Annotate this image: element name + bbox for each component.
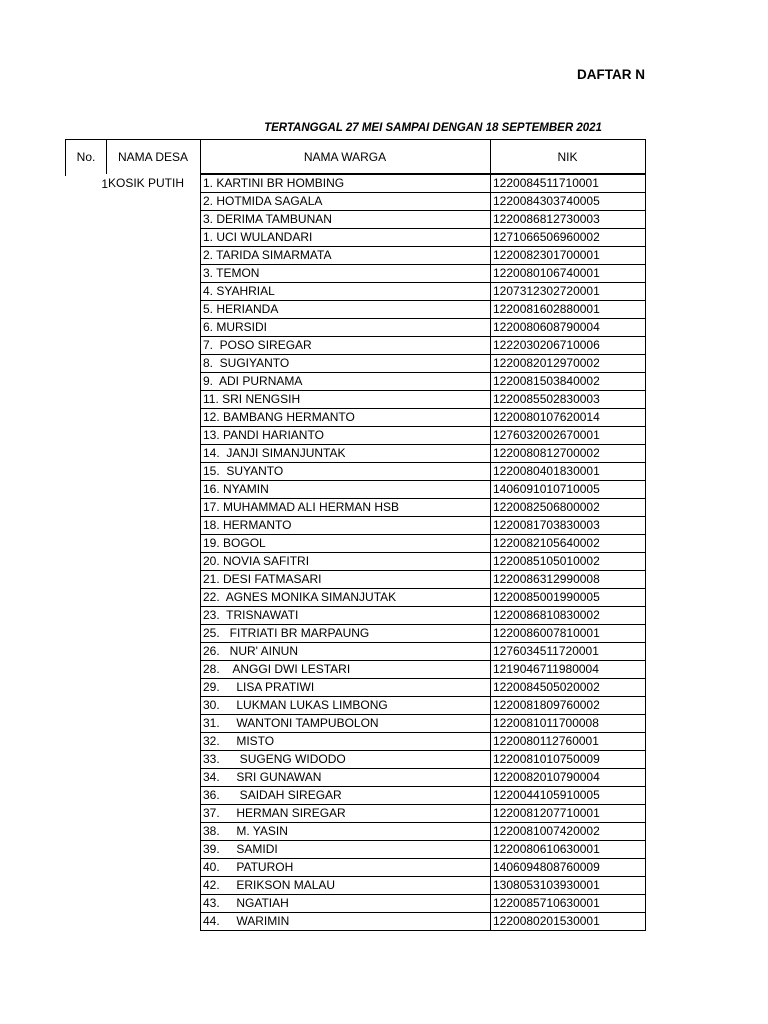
nik-cell: 1220080106740001: [491, 265, 646, 283]
nik-cell: 1276032002670001: [491, 427, 646, 445]
table-row: [201, 265, 646, 283]
nik-cell: 1220084511710001: [491, 175, 646, 193]
resident-name-cell: 1. UCI WULANDARI: [201, 229, 491, 247]
resident-name-cell: 15. SUYANTO: [201, 463, 491, 481]
nik-cell: 1220082010790004: [491, 769, 646, 787]
resident-name-cell: 37. HERMAN SIREGAR: [201, 805, 491, 823]
resident-name-cell: 12. BAMBANG HERMANTO: [201, 409, 491, 427]
resident-name-cell: 38. M. YASIN: [201, 823, 491, 841]
document-title: DAFTAR N: [577, 67, 645, 82]
table-row: [201, 877, 646, 895]
resident-name-cell: 21. DESI FATMASARI: [201, 571, 491, 589]
nik-cell: 1220085105010002: [491, 553, 646, 571]
resident-name-cell: 20. NOVIA SAFITRI: [201, 553, 491, 571]
resident-name-cell: 36. SAIDAH SIREGAR: [201, 787, 491, 805]
table-row: [201, 841, 646, 859]
table-row: [201, 535, 646, 553]
table-row: [201, 391, 646, 409]
nik-cell: 1220081207710001: [491, 805, 646, 823]
resident-name-cell: 18. HERMANTO: [201, 517, 491, 535]
table-row: [201, 427, 646, 445]
nik-cell: 1220081703830003: [491, 517, 646, 535]
nik-cell: 1271066506960002: [491, 229, 646, 247]
resident-name-cell: 8. SUGIYANTO: [201, 355, 491, 373]
resident-name-cell: 34. SRI GUNAWAN: [201, 769, 491, 787]
nik-cell: 1220086312990008: [491, 571, 646, 589]
nik-cell: 1220080812700002: [491, 445, 646, 463]
resident-name-cell: 3. TEMON: [201, 265, 491, 283]
resident-name-cell: 40. PATUROH: [201, 859, 491, 877]
resident-name-cell: 14. JANJI SIMANJUNTAK: [201, 445, 491, 463]
table-row: [201, 607, 646, 625]
resident-name-cell: 39. SAMIDI: [201, 841, 491, 859]
nik-cell: 1220081010750009: [491, 751, 646, 769]
resident-name-cell: 4. SYAHRIAL: [201, 283, 491, 301]
resident-name-cell: 30. LUKMAN LUKAS LIMBONG: [201, 697, 491, 715]
nik-cell: 1220085710630001: [491, 895, 646, 913]
resident-name-cell: 33. SUGENG WIDODO: [201, 751, 491, 769]
table-row: [201, 463, 646, 481]
table-row: [201, 913, 646, 931]
nik-cell: 1220081011700008: [491, 715, 646, 733]
nik-cell: 1406091010710005: [491, 481, 646, 499]
table-row: [201, 661, 646, 679]
table-row: [201, 769, 646, 787]
table-row: [201, 589, 646, 607]
nik-cell: 1220081007420002: [491, 823, 646, 841]
resident-name-cell: 22. AGNES MONIKA SIMANJUTAK: [201, 589, 491, 607]
table-row: [201, 733, 646, 751]
table-row: [201, 643, 646, 661]
nik-cell: 1220080201530001: [491, 913, 646, 931]
nik-cell: 1406094808760009: [491, 859, 646, 877]
resident-name-cell: 1. KARTINI BR HOMBING: [201, 175, 491, 193]
nik-cell: 1220086810830002: [491, 607, 646, 625]
resident-name-cell: 42. ERIKSON MALAU: [201, 877, 491, 895]
table-row: [201, 859, 646, 877]
nik-cell: 1220085001990005: [491, 589, 646, 607]
nik-cell: 1220080608790004: [491, 319, 646, 337]
table-row: [201, 337, 646, 355]
table-row: [201, 283, 646, 301]
nik-cell: 1220080107620014: [491, 409, 646, 427]
table-row: [201, 625, 646, 643]
nik-cell: 1220084505020002: [491, 679, 646, 697]
table-row: [201, 319, 646, 337]
resident-name-cell: 29. LISA PRATIWI: [201, 679, 491, 697]
resident-name-cell: 7. POSO SIREGAR: [201, 337, 491, 355]
row-number: 1: [101, 177, 108, 191]
table-row: [201, 823, 646, 841]
table-row: [201, 697, 646, 715]
resident-name-cell: 26. NUR' AINUN: [201, 643, 491, 661]
table-row: [201, 229, 646, 247]
table-row: [201, 175, 646, 193]
resident-name-cell: 11. SRI NENGSIH: [201, 391, 491, 409]
header-nama-desa: NAMA DESA: [106, 139, 201, 174]
resident-name-cell: 44. WARIMIN: [201, 913, 491, 931]
nik-cell: 1220085502830003: [491, 391, 646, 409]
resident-name-cell: 2. TARIDA SIMARMATA: [201, 247, 491, 265]
resident-name-cell: 9. ADI PURNAMA: [201, 373, 491, 391]
resident-name-cell: 19. BOGOL: [201, 535, 491, 553]
table-row: [201, 895, 646, 913]
table-row: [201, 517, 646, 535]
table-row: [201, 571, 646, 589]
header-nama-warga: NAMA WARGA: [200, 139, 491, 174]
resident-name-cell: 17. MUHAMMAD ALI HERMAN HSB: [201, 499, 491, 517]
nik-cell: 1220080112760001: [491, 733, 646, 751]
resident-name-cell: 2. HOTMIDA SAGALA: [201, 193, 491, 211]
nik-cell: 1220082105640002: [491, 535, 646, 553]
nik-cell: 1220044105910005: [491, 787, 646, 805]
village-name: KOSIK PUTIH: [108, 176, 185, 190]
table-row: [201, 679, 646, 697]
resident-table: [200, 174, 646, 931]
resident-name-cell: 43. NGATIAH: [201, 895, 491, 913]
table-row: [201, 193, 646, 211]
resident-name-cell: 6. MURSIDI: [201, 319, 491, 337]
resident-name-cell: 16. NYAMIN: [201, 481, 491, 499]
nik-cell: 1220081602880001: [491, 301, 646, 319]
table-row: [201, 481, 646, 499]
table-row: [201, 409, 646, 427]
table-row: [201, 553, 646, 571]
table-row: [201, 787, 646, 805]
resident-name-cell: 25. FITRIATI BR MARPAUNG: [201, 625, 491, 643]
header-no: No.: [65, 139, 107, 174]
table-row: [201, 445, 646, 463]
nik-cell: 1220082506800002: [491, 499, 646, 517]
nik-cell: 1220082012970002: [491, 355, 646, 373]
table-row: [201, 373, 646, 391]
nik-cell: 1220086812730003: [491, 211, 646, 229]
resident-name-cell: 32. MISTO: [201, 733, 491, 751]
table-row: [201, 247, 646, 265]
nik-cell: 1308053103930001: [491, 877, 646, 895]
resident-name-cell: 23. TRISNAWATI: [201, 607, 491, 625]
table-row: [201, 211, 646, 229]
resident-name-cell: 31. WANTONI TAMPUBOLON: [201, 715, 491, 733]
nik-cell: 1220084303740005: [491, 193, 646, 211]
nik-cell: 1207312302720001: [491, 283, 646, 301]
nik-cell: 1220081809760002: [491, 697, 646, 715]
nik-cell: 1220086007810001: [491, 625, 646, 643]
resident-name-cell: 3. DERIMA TAMBUNAN: [201, 211, 491, 229]
table-row: [201, 355, 646, 373]
resident-name-cell: 28. ANGGI DWI LESTARI: [201, 661, 491, 679]
resident-name-cell: 13. PANDI HARIANTO: [201, 427, 491, 445]
nik-cell: 1220082301700001: [491, 247, 646, 265]
table-row: [201, 751, 646, 769]
date-range-subtitle: TERTANGGAL 27 MEI SAMPAI DENGAN 18 SEPTEMBER 2021: [264, 122, 602, 134]
resident-name-cell: 5. HERIANDA: [201, 301, 491, 319]
table-row: [201, 805, 646, 823]
nik-cell: 1220080610630001: [491, 841, 646, 859]
nik-cell: 1219046711980004: [491, 661, 646, 679]
nik-cell: 1220081503840002: [491, 373, 646, 391]
header-nik: NIK: [490, 139, 646, 174]
table-row: [201, 499, 646, 517]
nik-cell: 1222030206710006: [491, 337, 646, 355]
nik-cell: 1276034511720001: [491, 643, 646, 661]
nik-cell: 1220080401830001: [491, 463, 646, 481]
table-row: [201, 301, 646, 319]
table-row: [201, 715, 646, 733]
